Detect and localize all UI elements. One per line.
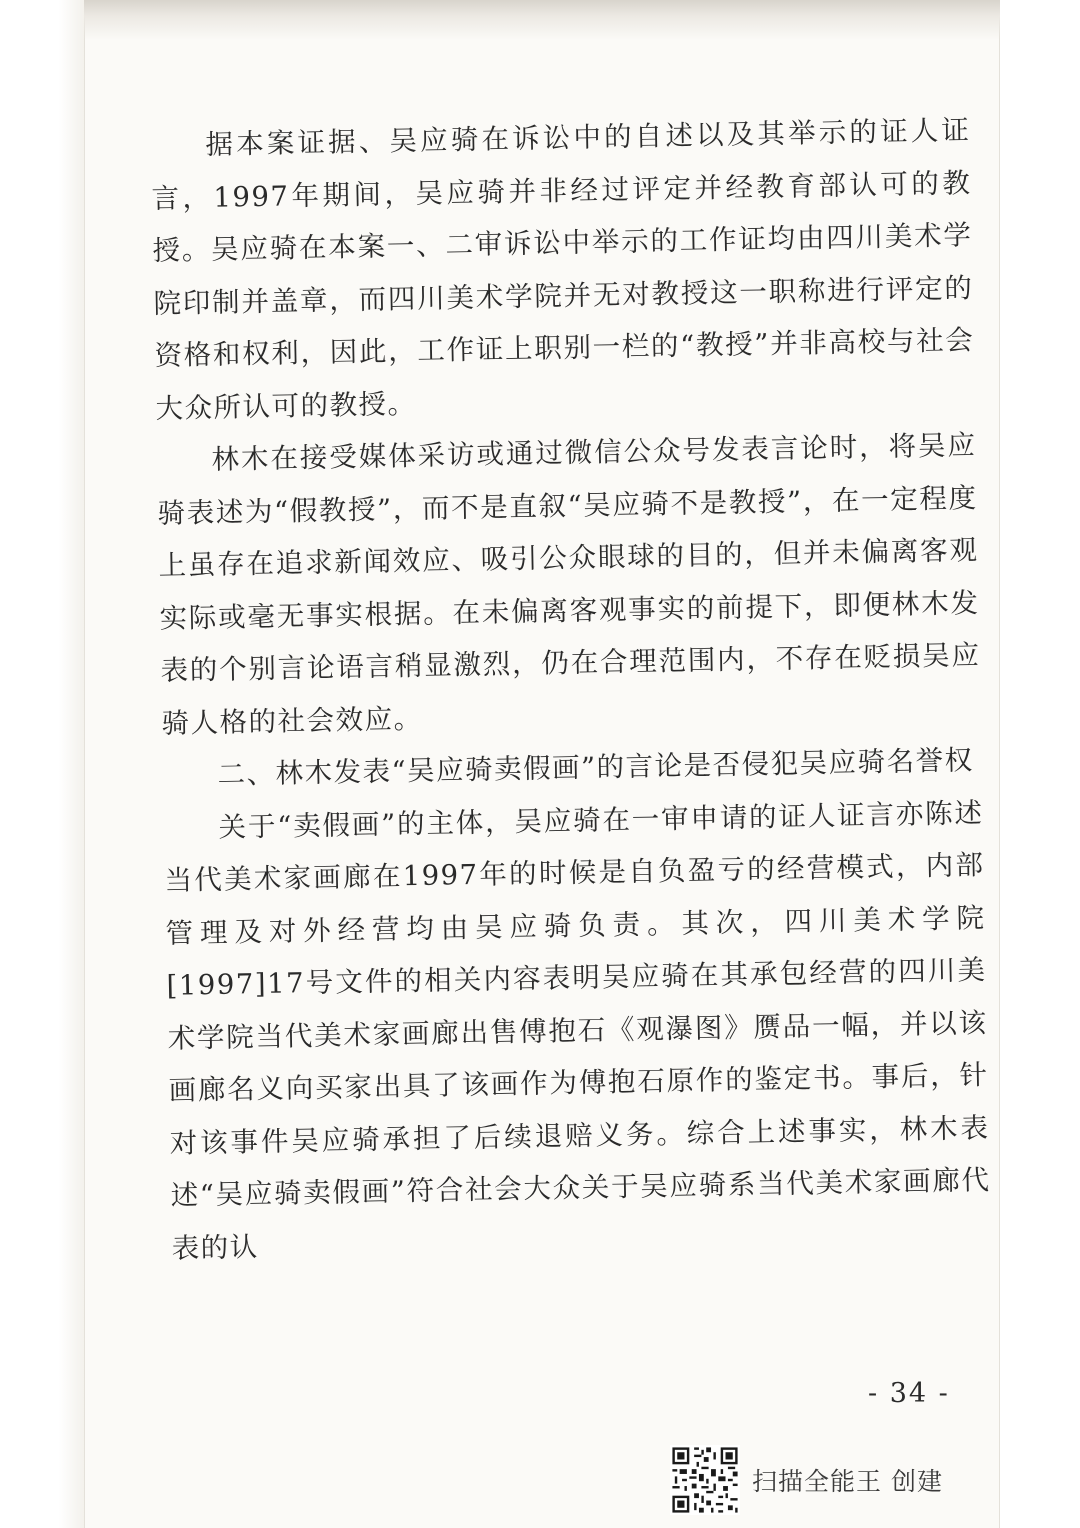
paragraph-1: 据本案证据、吴应骑在诉讼中的自述以及其举示的证人证言，1997年期间，吴应骑并非经过评定并经教育部认可的教授。吴应骑在本案一、二审诉讼中举示的工作证均由四川美术学院印制并盖章，而四川美术学院并无对教授这一职称进行评定的资格和权利，因此，工作证上职别一栏的“教授”并非高校与社会大众所认可的教授。: [151, 114, 975, 425]
document-body: [150, 104, 992, 1275]
paragraph-3: 关于“卖假画”的主体，吴应骑在一审申请的证人证言亦陈述当代美术家画廊在1997年的时候是自负盈亏的经营模式，内部管理及对外经营均由吴应骑负责。其次，四川美术学院[1997]17号文件的相关内容表明吴应骑在其承包经营的四川美术学院当代美术家画廊出售傅抱石《观瀑图》赝品一幅，并以该画廊名义向买家出具了该画作为傅抱石原作的鉴定书。事后，针对该事件吴应骑承担了后续退赔义务。综合上述事实，林木表述“吴应骑卖假画”符合社会大众关于吴应骑系当代美术家画廊代表的认: [164, 796, 991, 1265]
section-heading-2: 二、林木发表“吴应骑卖假画”的言论是否侵犯吴应骑名誉权: [217, 744, 974, 791]
watermark-text: 扫描全能王 创建: [752, 1467, 943, 1496]
paper-top-shadow: [84, 0, 1000, 40]
scanner-watermark: [670, 1444, 943, 1516]
page-margin-right: [1000, 0, 1080, 1528]
page-number: - 34 -: [868, 1378, 950, 1409]
qr-code-icon: [670, 1445, 740, 1515]
paragraph-2: 林木在接受媒体采访或通过微信公众号发表言论时，将吴应骑表述为“假教授”，而不是直叙“吴应骑不是教授”，在一定程度上虽存在追求新闻效应、吸引公众眼球的目的，但并未偏离客观实际或毫无事实根据。在未偏离客观事实的前提下，即便林木发表的个别言论语言稍显激烈，仍在合理范围内，不存在贬损吴应骑人格的社会效应。: [157, 429, 981, 740]
page-margin-left: [0, 0, 84, 1528]
